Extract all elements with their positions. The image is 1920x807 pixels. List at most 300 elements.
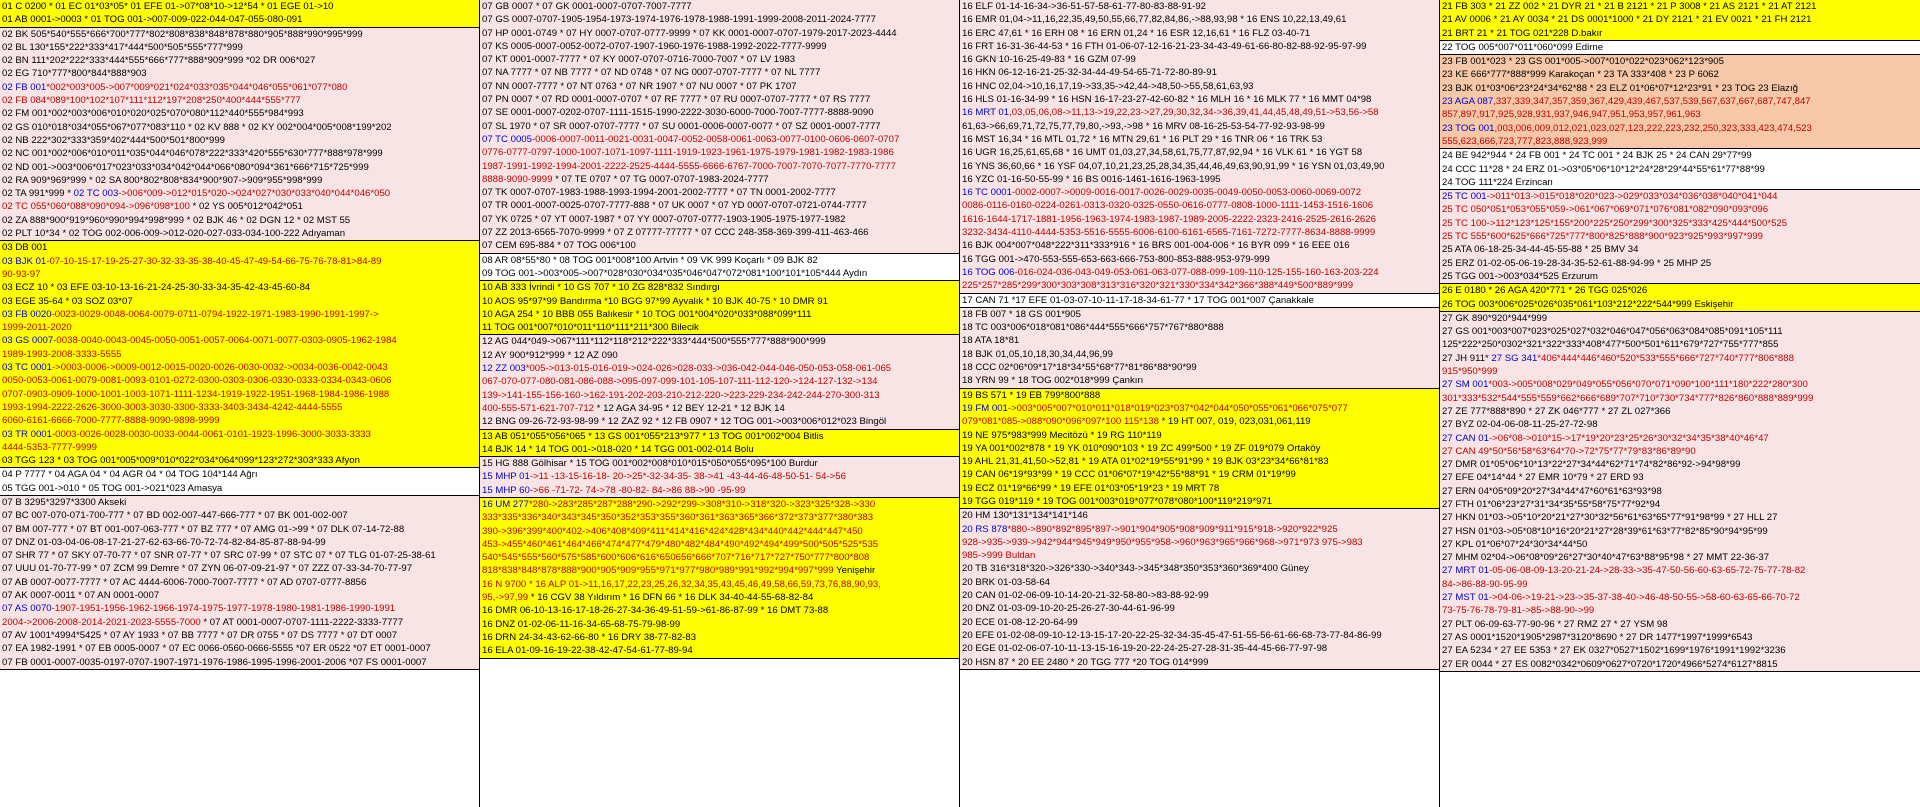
entry-text: 20 DNZ 01-03-09-10-20-25-26-27-30-44-61-96-99 <box>962 603 1175 615</box>
entry-line <box>482 644 957 657</box>
entry-line <box>962 199 1437 212</box>
entry-text: 20 HSN 87 * 20 EE 2480 * 20 TGG 777 *20 TOG 014*999 <box>962 656 1209 668</box>
entry-text: 02 NB 222*302*333*359*402*444*500*501*800*999 <box>2 134 225 146</box>
plate-code: 20 RS 878 <box>962 523 1008 535</box>
entry-line <box>1442 270 1918 283</box>
entry-line <box>962 495 1437 508</box>
plate-number-run: 915*950*999 <box>1442 366 1498 378</box>
entry-line <box>962 549 1437 562</box>
entry-text: 27 KPL 01*06*07*24*30*34*44*50 <box>1442 538 1588 550</box>
plate-code: 23 TOG 001 <box>1442 122 1495 134</box>
entry-line <box>482 13 957 26</box>
entry-line <box>1442 284 1918 297</box>
entry-text: 01 AB 0001->0003 * 01 TOG 001->007-009-022-044-047-055-080-091 <box>2 14 303 26</box>
entry-text: 09 TOG 001->003*005->007*028*030*034*035*046*047*072*081*100*101*105*444 Aydın <box>482 267 868 279</box>
entry-line <box>2 562 477 575</box>
entry-line <box>482 389 957 402</box>
entry-text: 07 KT 0001-0007-7777 * 07 KY 0007-0707-0716-7000-7007 * 07 LV 1983 <box>482 54 796 66</box>
entry-line <box>962 27 1437 40</box>
plate-code: 03 TR 0001 <box>2 428 52 440</box>
entry-text: 23 FB 001*023 * 23 GS 001*005->007*010*022*023*062*123*905 <box>1442 56 1724 68</box>
plate-number-run: 1989-1993-2008-3333-5555 <box>2 348 122 360</box>
plate-code: 03 TC 0001 <box>2 362 52 374</box>
entry-text: 27 EFE 04*14*44 * 27 EMR 10*79 * 27 ERD 93 <box>1442 472 1644 484</box>
entry-line <box>482 120 957 133</box>
entry-text: 07 EA 1982-1991 * 07 EB 0005-0007 * 07 EC 0066-0560-0666-5555 *07 ER 0522 *07 ET 0001-0007 <box>2 643 431 655</box>
plate-number-run: *005->013-015-016-019->024-026>028-033->036-042-044-046-050-053-058-061-065 <box>525 363 892 375</box>
region-block <box>1440 312 1920 672</box>
entry-text: 12 AG 044*049->067*111*112*118*212*222*333*444*500*555*777*888*900*999 <box>482 336 826 348</box>
entry-line <box>482 525 957 538</box>
region-block <box>480 498 959 659</box>
plate-code: 16 MRT 01 <box>962 107 1010 119</box>
region-block <box>960 294 1439 308</box>
entry-line <box>1442 95 1918 108</box>
entry-text: 07 PN 0007 * 07 RD 0001-0007-0707 * 07 RF 7777 * 07 RU 0007-0707-7777 * 07 RS 7777 <box>482 94 871 106</box>
entry-text: 25 TGG 001->003*034*525 Erzurum <box>1442 270 1598 282</box>
entry-text: 20 EFE 01-02-08-09-10-12-13-15-17-20-22-25-32-34-35-45-47-51-55-56-61-66-68-73-77-84-86-99 <box>962 629 1382 641</box>
entry-text: 18 TC 003*006*018*081*086*444*555*666*757*767*880*888 <box>962 322 1224 334</box>
plate-code: 27 SG 341 <box>1491 352 1538 364</box>
entry-line <box>482 226 957 239</box>
entry-line <box>962 536 1437 549</box>
plate-number-run: 0050-0053-0061-0079-0081-0093-0101-0272-0300-0303-0306-0330-0333-0334-0343-0606 <box>2 375 392 387</box>
plate-code: 07 TC 0005 <box>482 133 532 145</box>
plate-code: 27 MST 01 <box>1442 592 1489 604</box>
plate-number-run: ,03,05,06,08->11,13->19,22,23->27,29,30,32,34->36,39,41,44,45,48,49,51->53,56->58 <box>1009 107 1379 119</box>
plate-code: 27 SM 001 <box>1442 379 1489 391</box>
entry-line <box>962 374 1437 387</box>
entry-text: 16 EMR 01,04->11,16,22,35,49,50,55,66,77,82,84,86,->88,93,98 * 16 ENS 10,22,13,49,61 <box>962 14 1347 26</box>
plate-number-run: 390->396*399*400*402->406*408*409*411*414*416*424*428*434*440*442*444*447*450 <box>482 525 863 537</box>
entry-line <box>1442 604 1918 617</box>
entry-line <box>962 93 1437 106</box>
region-block <box>480 430 959 458</box>
entry-line <box>2 94 477 107</box>
entry-text: 15 HG 888 Gölhisar * 15 TOG 001*002*008*010*015*050*055*095*100 Burdur <box>482 458 818 470</box>
entry-line <box>482 457 957 470</box>
entry-text: 16 YNS 36,60,66 * 16 YSF 04,07,10,21,23,25,28,34,35,44,46,49,63,90,91,99 * 16 YSN 01,03,49,90 <box>962 160 1385 172</box>
plate-number-run: 1999-2011-2020 <box>2 322 72 334</box>
entry-line <box>962 80 1437 93</box>
entry-text: 05 TGG 001->010 * 05 TOG 001->021*023 Amasya <box>2 482 223 494</box>
entry-line <box>962 442 1437 455</box>
region-block <box>0 496 479 670</box>
entry-text: 02 TA 991*999 * <box>2 188 74 200</box>
entry-line <box>1442 312 1918 325</box>
plate-number-run: 067-070-077-080-081-086-088->095-097-099-101-105-107-111-112-120->124-127-132->134 <box>482 376 878 388</box>
plate-code: 15 MHP 01 <box>482 471 530 483</box>
entry-text: 23 KE 666*777*888*999 Karakoçan * 23 TA 333*408 * 23 P 6062 <box>1442 69 1719 81</box>
entry-text: 61,63->66,69,71,72,75,77,79,80,->93,->98 * 16 MRV 08-16-25-53-54-77-92-93-98-99 <box>962 120 1325 132</box>
plate-code: 07 AS 0070 <box>2 603 52 615</box>
entry-line <box>962 629 1437 642</box>
entry-line <box>2 401 477 414</box>
entry-line <box>1442 631 1918 644</box>
plate-number-run: 90-93-97 <box>2 268 41 280</box>
entry-text: 07 DNZ 01-03-04-06-08-17-21-27-62-63-66-70-72-74-82-84-85-87-88-94-99 <box>2 536 326 548</box>
entry-line <box>2 241 477 254</box>
entry-line <box>1442 392 1918 405</box>
entry-text: 07 KS 0005-0007-0052-0072-0707-1907-1960-1976-1988-1992-2022-7777-9999 <box>482 40 827 52</box>
plate-number-run: ->003*005*007*010*011*018*019*023*037*042*044*050*055*061*066*075*077 <box>1007 402 1348 414</box>
entry-line <box>962 253 1437 266</box>
plate-number-run: 0776-0777-0797-1000-1007-1071-1097-1111-1919-1923-1961-1975-1979-1981-1982-1983-1986 <box>482 147 894 159</box>
entry-text: 27 HSN 01*03->05*08*10*16*20*21*27*28*39*61*63*77*82*85*90*94*95*99 <box>1442 525 1768 537</box>
entry-line <box>2 161 477 174</box>
entry-text: 18 BJK 01,05,10,18,30,34,44,96,99 <box>962 348 1113 360</box>
entry-line <box>2 334 477 347</box>
entry-line <box>2 227 477 240</box>
plate-number-run: 139->141-155-156-160->162-191-202-203-210-212-220->223-229-234-242-244-270-300-313 <box>482 389 880 401</box>
entry-text: 16 UGR 16,25,61,65,68 * 16 UMT 01,03,27,34,58,61,75,77,87,92,94 * 16 VLK 61 * 16 YGT 58 <box>962 147 1363 159</box>
entry-line <box>482 106 957 119</box>
plate-number-run: *880->890*892*895*897->901*904*905*908*909*911*915*918->920*922*925 <box>1007 523 1338 535</box>
entry-line <box>2 147 477 160</box>
entry-line <box>2 0 477 13</box>
region-block <box>0 241 479 468</box>
entry-line <box>1442 591 1918 604</box>
entry-text: 07 SL 1970 * 07 SR 0007-0707-7777 * 07 SU 0001-0006-0007-0077 * 07 SZ 0001-0007-7777 <box>482 120 881 132</box>
plate-number-run: -0003-0026-0028-0030-0033-0044-0061-0101-1923-1996-3000-3033-3333 <box>51 428 371 440</box>
plate-number-run: 1993-1994-2222-2626-3000-3003-3030-3300-3333-3403-3434-4242-4444-5555 <box>2 401 343 413</box>
entry-line <box>962 576 1437 589</box>
entry-line <box>1442 511 1918 524</box>
entry-text: 17 CAN 71 *17 EFE 01-03-07-10-11-17-18-34-61-77 * 17 TOG 001*007 Çanakkale <box>962 294 1314 306</box>
entry-line <box>482 362 957 375</box>
plate-number-run: *002*003*005->007*009*021*024*033*035*044*046*055*061*077*080 <box>46 81 348 93</box>
entry-line <box>1442 538 1918 551</box>
entry-text: 07 SE 0001-0007-0202-0707-1111-1515-1990-2222-3030-6000-7000-7007-7777-8888-9090 <box>482 107 874 119</box>
entry-line <box>962 602 1437 615</box>
entry-text: 16 DNZ 01-02-06-11-16-34-65-68-75-79-98-99 <box>482 618 681 630</box>
entry-text: 27 ZE 777*888*890 * 27 ZK 046*777 * 27 ZL 027*366 <box>1442 405 1671 417</box>
entry-text: 22 TOG 005*007*011*060*099 Edirne <box>1442 41 1604 53</box>
entry-line <box>482 281 957 294</box>
entry-text: 04 P 7777 * 04 AGA 04 * 04 AGR 04 * 04 TOG 104*144 Ağrı <box>2 469 258 481</box>
plate-number-run: ->006*009->012*015*020->024*027*030*033*040*044*046*050 <box>118 188 391 200</box>
entry-line <box>482 375 957 388</box>
entry-line <box>482 199 957 212</box>
entry-text: 19 NE 975*983*999 Mecitözü * 19 RG 110*119 <box>962 429 1162 441</box>
entry-text: * 07 AT 0001-0007-0707-1111-2222-3333-7777 <box>200 616 404 628</box>
plate-number-run: 0707-0903-0909-1000-1001-1003-1071-1111-1234-1919-1922-1951-1968-1984-1986-1988 <box>2 388 390 400</box>
entry-line <box>962 562 1437 575</box>
entry-text: 26 E 0180 * 26 AGA 420*771 * 26 TGG 025*026 <box>1442 285 1648 297</box>
entry-text: 02 BL 130*155*222*333*417*444*500*505*555*777*999 <box>2 41 243 53</box>
entry-text: 03 EGE 35-64 * 03 SOZ 03*07 <box>2 295 133 307</box>
plate-number-run: -0006-0007-0011-0021-0031-0047-0052-0058-0061-0063-0077-0100-0606-0607-0707 <box>531 133 900 145</box>
entry-text: 02 EG 710*777*800*844*888*903 <box>2 68 147 80</box>
entry-line <box>2 642 477 655</box>
plate-number-run: -0023-0029-0048-0064-0079-0711-0794-1922-1971-1983-1990-1991-1997-> <box>51 308 379 320</box>
entry-line <box>2 576 477 589</box>
plate-number-run: 985->999 Buldan <box>962 550 1036 562</box>
entry-line <box>2 321 477 334</box>
plate-number-run: 400-555-571-621-707-712 <box>482 402 595 414</box>
entry-line <box>482 470 957 483</box>
entry-line <box>482 213 957 226</box>
region-block <box>480 281 959 335</box>
entry-text: 16 GKN 10-16-25-49-83 * 16 GZM 07-99 <box>962 54 1136 66</box>
plate-number-run: 4444-5353-7777-9999 <box>2 441 97 453</box>
entry-line <box>482 349 957 362</box>
entry-text: 16 HNC 02,04->10,16,17,19->33,35->42,44->48,50->55,58,61,63,93 <box>962 80 1254 92</box>
entry-line <box>962 106 1437 119</box>
entry-line <box>1442 338 1918 351</box>
entry-text: 02 PLT 10*34 * 02 TOG 002-006-009->012-020-027-033-034-100-222 Adıyaman <box>2 228 346 240</box>
entry-text: 07 NN 0007-7777 * 07 NT 0763 * 07 NR 1907 * 07 NU 0007 * 07 PK 1707 <box>482 80 797 92</box>
entry-line <box>1442 618 1918 631</box>
entry-line <box>2 523 477 536</box>
entry-line <box>482 308 957 321</box>
entry-line <box>482 511 957 524</box>
entry-line <box>1442 325 1918 338</box>
entry-text: * 02 YS 005*012*042*051 <box>189 201 303 213</box>
entry-line <box>962 589 1437 602</box>
entry-text: 02 BK 505*540*555*666*700*777*802*808*838*848*878*880*905*888*990*995*999 <box>2 28 363 40</box>
plate-number-run: 84->86-88-90-95-99 <box>1442 578 1528 590</box>
entry-line <box>2 268 477 281</box>
entry-text: 07 TR 0001-0007-0025-0707-7777-888 * 07 UK 0007 * 07 YD 0007-0707-0721-0744-7777 <box>482 200 867 212</box>
entry-text: 13 AB 051*055*056*065 * 13 GS 001*055*213*977 * 13 TOG 001*002*004 Bitlis <box>482 430 824 442</box>
entry-text: 07 UUU 01-70-77-99 * 07 ZCM 99 Demre * 07 ZYN 06-07-09-21-97 * 07 ZZZ 07-33-34-70-77-97 <box>2 563 413 575</box>
entry-line <box>962 40 1437 53</box>
plate-number-run: 079*081*085->088*090*096*097*100 115*138 <box>962 416 1159 428</box>
entry-line <box>1442 135 1918 148</box>
entry-text: 18 YRN 99 * 18 TOG 002*018*999 Çankırı <box>962 375 1144 387</box>
entry-line <box>482 133 957 146</box>
entry-line <box>962 429 1437 442</box>
entry-line <box>482 93 957 106</box>
entry-text: 02 ZA 888*900*919*960*990*994*998*999 * 02 BJK 46 * 02 DGN 12 * 02 MST 55 <box>2 214 351 226</box>
plate-number-run: -1907-1951-1956-1962-1966-1974-1975-1977-1978-1980-1981-1986-1990-1991 <box>51 603 396 615</box>
plate-code: 25 TC 001 <box>1442 191 1487 203</box>
entry-line <box>962 321 1437 334</box>
entry-line <box>962 239 1437 252</box>
entry-text: 07 AV 1001*4994*5425 * 07 AY 1933 * 07 BB 7777 * 07 DR 0755 * 07 DS 7777 * 07 DT 0007 <box>2 629 398 641</box>
entry-text: 07 AK 0007-0011 * 07 AN 0001-0007 <box>2 590 160 602</box>
entry-line <box>2 482 477 495</box>
entry-text: 27 EA 5234 * 27 EE 5353 * 27 EK 0327*0527*1502*1699*1976*1991*1992*3236 <box>1442 645 1786 657</box>
entry-line <box>482 239 957 252</box>
entry-line <box>1442 458 1918 471</box>
entry-text: 03 DB 001 <box>2 242 48 254</box>
entry-line <box>482 618 957 631</box>
plate-number-run: 1987-1991-1992-1994-2001-2222-2525-4444-5555-6666-6767-7000-7007-7070-7077-7770-7777 <box>482 160 896 172</box>
entry-text: 19 ECZ 01*19*66*99 * 19 EFE 01*03*05*19*23 * 19 MRT 78 <box>962 482 1220 494</box>
entry-line <box>2 509 477 522</box>
entry-line <box>482 564 957 577</box>
entry-line <box>1442 108 1918 121</box>
plate-number-run: 2004->2006-2008-2014-2021-2023-5555-7000 <box>2 616 201 628</box>
plate-code: 16 TOG 006 <box>962 266 1015 278</box>
plate-number-run: 8888-9090-9999 <box>482 173 553 185</box>
entry-text: 27 GS 001*003*007*023*025*027*032*046*047*056*063*084*085*091*105*111 <box>1442 326 1783 338</box>
plate-number-run: -05-06-08-09-13-20-21-24->28-33->35-47-50-56-60-63-65-72-75-77-78-82 <box>1489 565 1806 577</box>
entry-line <box>482 631 957 644</box>
plate-code: 15 MHP 60 <box>482 484 530 496</box>
entry-line <box>482 295 957 308</box>
plate-number-run: 95,->97,99 <box>482 592 529 604</box>
entry-line <box>962 120 1437 133</box>
entry-line <box>962 509 1437 522</box>
entry-line <box>2 67 477 80</box>
entry-text: 16 TGG 001->470-553-555-653-663-666-753-800-853-888-953-979-999 <box>962 253 1270 265</box>
entry-line <box>2 602 477 615</box>
region-block <box>960 308 1439 389</box>
entry-text: 20 EGE 01-02-06-07-10-11-13-15-16-19-20-22-24-25-27-28-31-35-44-45-66-77-97-98 <box>962 643 1328 655</box>
entry-text: 21 BRT 21 * 21 TOG 021*228 D.bakır <box>1442 27 1603 39</box>
entry-text: 07 TK 0007-0707-1983-1988-1993-1994-2001-2002-7777 * 07 TN 0001-2002-7777 <box>482 187 836 199</box>
entry-line <box>1442 365 1918 378</box>
entry-text: 12 BNG 09-26-72-93-98-99 * 12 ZAZ 92 * 12 FB 0907 * 12 TOG 001->003*006*012*023 Bingöl <box>482 416 887 428</box>
entry-line <box>2 174 477 187</box>
entry-line <box>482 160 957 173</box>
plate-number-run: 301*333*532*544*555*559*662*666*689*707*710*730*734*777*826*860*888*889*999 <box>1442 392 1814 404</box>
entry-line <box>482 66 957 79</box>
entry-line <box>1442 257 1918 270</box>
plate-number-run: *280->283*285*287*288*290->292*299->308*310->318*320->323*325*328->330 <box>528 498 876 510</box>
entry-line <box>962 266 1437 279</box>
entry-line <box>482 80 957 93</box>
entry-text: 16 HKN 06-12-16-21-25-32-34-44-49-54-65-71-72-80-89-91 <box>962 67 1217 79</box>
entry-line <box>2 81 477 94</box>
entry-text: 10 AGA 254 * 10 BBB 055 Balıkesir * 10 TOG 001*004*020*033*088*099*111 <box>482 308 812 320</box>
entry-text: 07 NA 7777 * 07 NB 7777 * 07 ND 0748 * 07 NG 0007-0707-7777 * 07 NL 7777 <box>482 67 821 79</box>
entry-line <box>2 388 477 401</box>
entry-line <box>962 66 1437 79</box>
entry-line <box>962 13 1437 26</box>
entry-text: 16 YZC 01-16-50-55-99 * 16 BS 0016-1461-1616-1963-1995 <box>962 173 1221 185</box>
entry-line <box>2 295 477 308</box>
plate-number-run: ->04-06->19-21->23->35-37-38-40->46-48-50-55->58-60-63-65-66-70-72 <box>1488 592 1800 604</box>
entry-line <box>482 186 957 199</box>
entry-line <box>2 54 477 67</box>
entry-text: 125*222*250*0302*321*322*333*408*477*500*501*611*679*727*755*777*855 <box>1442 339 1779 351</box>
entry-text: 16 ERC 47,61 * 16 ERH 08 * 16 ERN 01,24 * 16 ESR 12,16,61 * 16 FLZ 03-40-71 <box>962 27 1311 39</box>
entry-line <box>482 484 957 497</box>
entry-line <box>1442 418 1918 431</box>
entry-line <box>482 254 957 267</box>
entry-line <box>1442 551 1918 564</box>
entry-text: 07 CEM 695-884 * 07 TOG 006*100 <box>482 240 636 252</box>
entry-line <box>962 0 1437 13</box>
plate-number-run: *003->005*008*029*049*055*056*070*071*090*100*111*180*222*280*300 <box>1488 379 1808 391</box>
entry-line <box>2 361 477 374</box>
entry-line <box>1442 176 1918 189</box>
entry-line <box>1442 217 1918 230</box>
entry-line <box>2 121 477 134</box>
plate-number-run: 25 TC 555*600*625*666*725*777*800*825*888*900*923*925*993*997*999 <box>1442 231 1763 243</box>
entry-text: 01 C 0200 * 01 EC 01*03*05* 01 EFE 01->07*08*10->12*54 * 01 EGE 01->10 <box>2 1 334 12</box>
entry-line <box>482 498 957 511</box>
region-block <box>960 0 1439 294</box>
entry-text: 14 BJK 14 * 14 TOG 001->018-020 * 14 TGG 001-002-014 Bolu <box>482 443 754 455</box>
entry-text: 03 TGG 123 * 03 TOG 001*005*009*010*022*034*064*099*123*272*303*333 Afyon <box>2 455 360 467</box>
entry-text: 27 ERN 04*05*09*20*27*34*44*47*60*61*63*93*98 <box>1442 485 1662 497</box>
entry-text: * 12 AGA 34-95 * 12 BEY 12-21 * 12 BJK 14 <box>594 402 785 414</box>
entry-line <box>2 13 477 26</box>
region-block <box>480 0 959 254</box>
entry-text: 25 ATA 06-18-25-34-44-45-55-88 * 25 BMV 34 <box>1442 244 1639 256</box>
entry-text: 11 TOG 001*007*010*011*110*111*211*300 Bilecik <box>482 322 699 334</box>
plate-number-run: -0038-0040-0043-0045-0050-0051-0057-0064-0071-0077-0303-0905-1962-1984 <box>53 335 397 347</box>
entry-text: 27 ER 0044 * 27 ES 0082*0342*0609*0627*0720*1720*4966*5274*6127*8815 <box>1442 658 1778 670</box>
entry-text: 27 DMR 01*05*06*10*13*22*27*34*44*62*71*74*82*86*92->94*98*99 <box>1442 459 1741 471</box>
entry-text: 16 DRN 24-34-43-62-66-80 * 16 DRY 38-77-82-83 <box>482 631 697 643</box>
entry-line <box>962 334 1437 347</box>
entry-line <box>1442 378 1918 391</box>
plate-number-run: ->0003-0006->0009-0012-0015-0020-0026-0030-0032->0034-0036-0042-0043 <box>51 362 388 374</box>
column-3 <box>960 0 1440 807</box>
region-block <box>1440 41 1920 55</box>
entry-line <box>1442 405 1918 418</box>
region-block <box>0 0 479 28</box>
entry-line <box>2 656 477 669</box>
plate-number-run: 857,897,917,925,928,931,937,946,947,951,953,957,961,963 <box>1442 109 1701 121</box>
entry-line <box>2 468 477 481</box>
entry-line <box>1442 485 1918 498</box>
entry-line <box>962 361 1437 374</box>
entry-text: * 16 CGV 38 Yıldırım * 16 DFN 66 * 16 DLK 34-40-44-55-68-82-84 <box>528 592 814 604</box>
entry-text: 27 HKN 01*03->05*10*20*21*27*30*32*56*61*63*65*77*91*98*99 * 27 HLL 27 <box>1442 512 1778 524</box>
plate-number-run: 02 TC 055*060*088*090*094->096*098*100 <box>2 201 190 213</box>
entry-line <box>1442 82 1918 95</box>
entry-text: 24 BE 942*944 * 24 FB 001 * 24 TC 001 * 24 BJK 25 * 24 CAN 29*77*99 <box>1442 150 1752 162</box>
plate-number-run: 928->935->939->942*944*945*949*950*955*958->960*963*965*966*968->971*973 975->983 <box>962 536 1363 548</box>
entry-text: 24 CCC 11*28 * 24 ERZ 01->03*05*06*10*12*24*28*29*44*55*61*77*88*99 <box>1442 163 1765 175</box>
entry-line <box>1442 122 1918 135</box>
entry-line <box>2 549 477 562</box>
entry-text: 27 BYZ 02-04-06-08-11-25-27-72-98 <box>1442 419 1598 431</box>
plate-number-run: 25 TC 050*051*053*055*059->061*067*069*071*076*081*082*090*093*096 <box>1442 204 1769 216</box>
plate-number-run: 0086-0116-0160-0224-0261-0313-0320-0325-0550-0616-0777-0808-1000-1111-1453-1516-1606 <box>962 200 1374 212</box>
entry-text: 02 ND 001->003*006*017*023*033*034*042*044*066*080*094*361*666*715*725*999 <box>2 161 369 173</box>
plate-code: 16 TC 0001 <box>962 187 1012 199</box>
plate-number-run: ->06*08->010*15->17*19*20*23*25*26*30*32*34*35*38*40*46*47 <box>1488 432 1769 444</box>
plate-number-run: ,337,339,347,357,359,367,429,439,467,537,539,567,637,667,687,747,847 <box>1493 96 1811 108</box>
entry-line <box>1442 68 1918 81</box>
entry-text: 19 YA 001*002*878 * 19 YK 010*090*103 * 19 ZC 499*500 * 19 ZF 019*079 Ortaköy <box>962 442 1321 454</box>
entry-line <box>962 213 1437 226</box>
plate-number-run: -0002-0007->0009-0016-0017-0026-0029-0035-0049-0050-0053-0060-0069-0072 <box>1011 187 1362 199</box>
entry-text: 02 NC 001*002*006*010*011*035*044*046*078*222*333*420*555*630*777*888*978*999 <box>2 148 383 160</box>
entry-line <box>1442 298 1918 311</box>
entry-line <box>482 321 957 334</box>
entry-line <box>1442 644 1918 657</box>
entry-text: 02 BN 111*202*222*333*444*555*666*777*888*909*999 *02 DR 006*027 <box>2 55 316 67</box>
entry-text: 19 AHL 21,31,41,50->52,81 * 19 ATA 01*02*19*55*91*99 * 19 BJK 03*23*34*66*81*83 <box>962 456 1329 468</box>
plate-code: 19 FM 001 <box>962 402 1008 414</box>
plate-number-run: 333*335*336*340*343*345*350*352*353*355*360*361*363*365*366*372*373*377*380*383 <box>482 512 874 524</box>
entry-text: 16 HLS 01-16-34-99 * 16 HSN 16-17-23-27-42-60-82 * 16 MLH 16 * 16 MLK 77 * 16 MMT 04*98 <box>962 94 1372 106</box>
entry-line <box>482 173 957 186</box>
entry-line <box>482 591 957 604</box>
entry-text: 16 ELA 01-09-16-19-22-38-42-47-54-61-77-89-94 <box>482 645 693 657</box>
entry-text: 16 BJK 004*007*048*222*311*333*916 * 16 BRS 001-004-006 * 16 BYR 099 * 16 EEE 016 <box>962 240 1350 252</box>
entry-line <box>2 308 477 321</box>
region-block <box>960 509 1439 670</box>
entry-text: 16 ELF 01-14-16-34->36-51-57-58-61-77-80-83-88-91-92 <box>962 1 1206 12</box>
entry-line <box>2 616 477 629</box>
entry-text: 18 ATA 18*81 <box>962 335 1020 347</box>
entry-line <box>2 536 477 549</box>
plate-code: 12 ZZ 003 <box>482 363 526 375</box>
entry-text: 19 CAN 06*19*93*99 * 19 CCC 01*06*07*19*42*55*88*91 * 19 CRM 01*19*99 <box>962 469 1296 481</box>
entry-line <box>962 402 1437 415</box>
plate-number-run: 73-75-76-78-79-81->85->88-90->99 <box>1442 605 1595 617</box>
